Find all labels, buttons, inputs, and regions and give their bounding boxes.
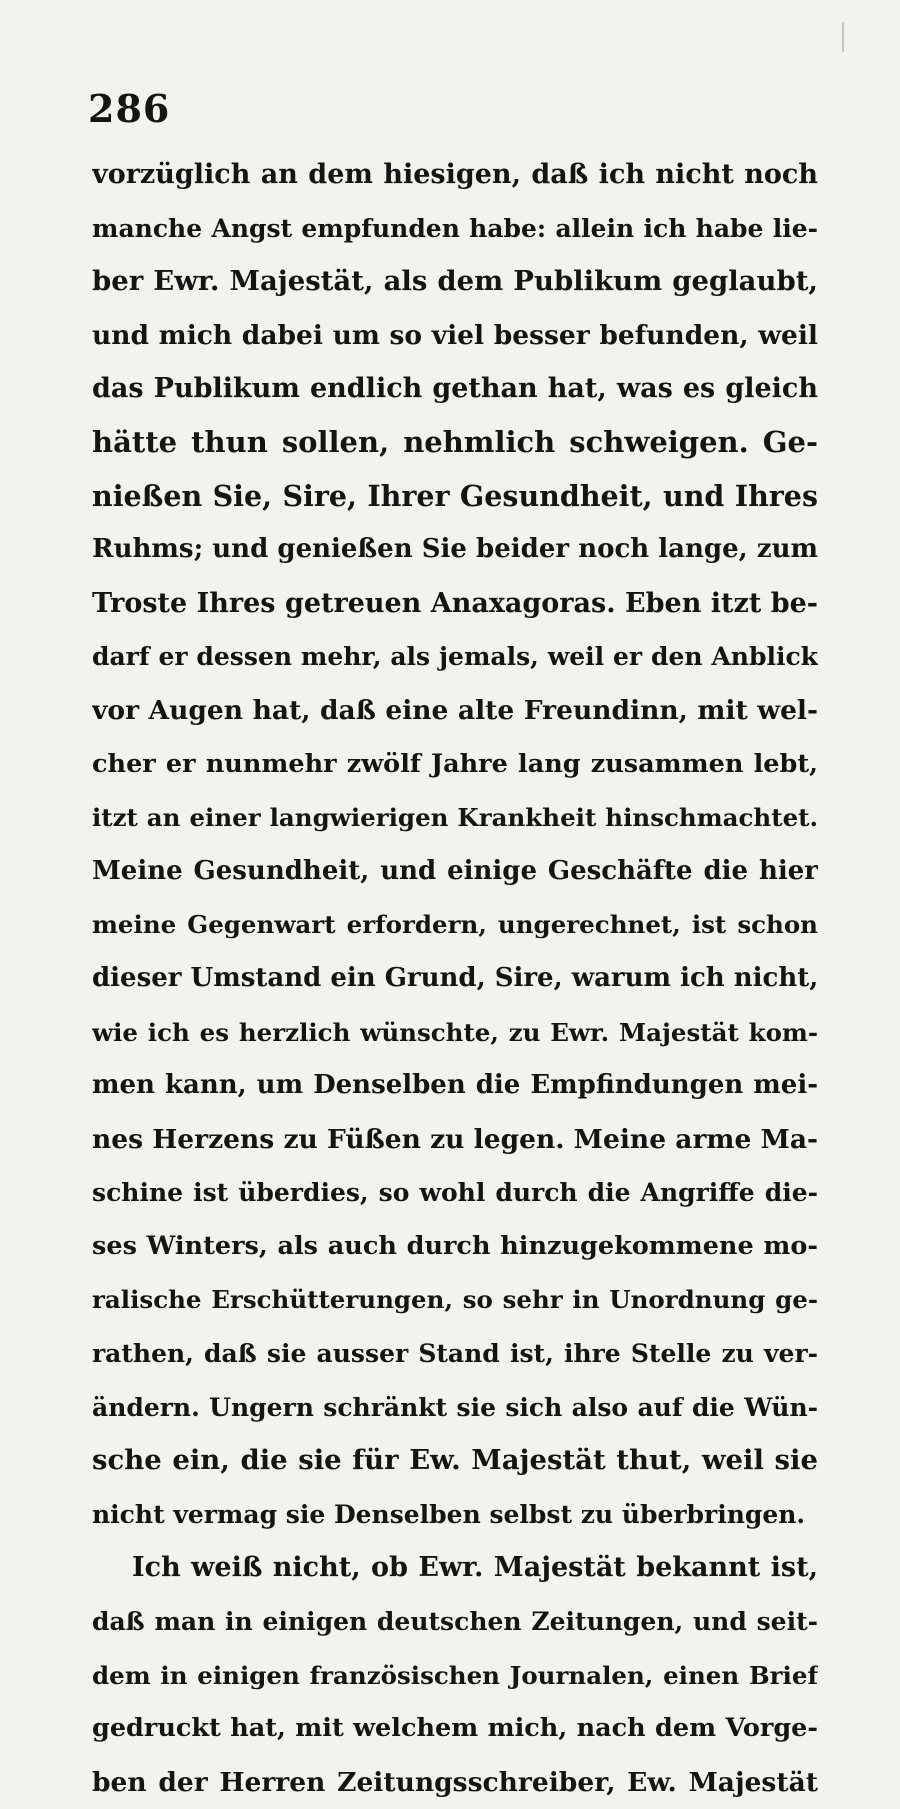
text-line: ben der Herren Zeitungsschreiber, Ew. Majestät xyxy=(92,1766,818,1798)
text-line: wie ich es herzlich wünschte, zu Ewr. Majestät kom- xyxy=(92,1017,818,1047)
text-line: sche ein, die sie für Ew. Majestät thut, weil sie xyxy=(92,1444,818,1477)
text-line: dieser Umstand ein Grund, Sire, warum ich nicht, xyxy=(92,962,818,993)
body-text xyxy=(92,148,818,1809)
text-line: das Publikum endlich gethan hat, was es gleich xyxy=(92,373,818,405)
text-line: vorzüglich an dem hiesigen, daß ich nicht noch xyxy=(92,159,818,190)
text-line: men kann, um Denselben die Empfindungen mei- xyxy=(92,1070,818,1101)
text-line: dem in einigen französischen Journalen, einen Brief xyxy=(92,1660,818,1690)
text-line: nes Herzens zu Füßen zu legen. Meine arme Ma- xyxy=(92,1123,818,1155)
page-number: 286 xyxy=(88,86,171,131)
page-edge-mark xyxy=(842,22,844,52)
text-line: und mich dabei um so viel besser befunden, weil xyxy=(92,319,818,351)
text-line: manche Angst empfunden habe: allein ich habe lie- xyxy=(92,213,818,243)
text-line: Meine Gesundheit, und einige Geschäfte die hier xyxy=(92,855,818,886)
text-line: darf er dessen mehr, als jemals, weil er den Anblick xyxy=(92,642,818,672)
text-line: schine ist überdies, so wohl durch die Angriffe die- xyxy=(92,1178,818,1208)
text-line: nicht vermag sie Denselben selbst zu überbringen. xyxy=(92,1499,806,1529)
text-line: hätte thun sollen, nehmlich schweigen. Ge- xyxy=(92,424,818,459)
text-line: meine Gegenwart erfordern, ungerechnet, ist schon xyxy=(92,910,818,940)
text-line: Troste Ihres getreuen Anaxagoras. Eben itzt be- xyxy=(92,587,818,619)
text-line: ändern. Ungern schränkt sie sich also auf die Wün- xyxy=(92,1392,818,1422)
text-line: ses Winters, als auch durch hinzugekommene mo- xyxy=(92,1230,818,1261)
text-line: ber Ewr. Majestät, als dem Publikum geglaubt, xyxy=(92,265,818,298)
text-line: gedruckt hat, mit welchem mich, nach dem Vorge- xyxy=(92,1713,818,1744)
text-line: ralische Erschütterungen, so sehr in Unordnung ge- xyxy=(92,1285,818,1315)
text-line: cher er nunmehr zwölf Jahre lang zusammen lebt, xyxy=(92,748,818,779)
text-line: Ruhms; und genießen Sie beider noch lange, zum xyxy=(92,534,818,565)
text-line: daß man in einigen deutschen Zeitungen, und seit- xyxy=(92,1607,818,1637)
text-line: itzt an einer langwierigen Krankheit hinschmachtet. xyxy=(92,803,818,833)
text-line: nießen Sie, Sire, Ihrer Gesundheit, und Ihres xyxy=(92,478,818,513)
text-line: rathen, daß sie ausser Stand ist, ihre Stelle zu ver- xyxy=(92,1339,818,1369)
text-line: Ich weiß nicht, ob Ewr. Majestät bekannt ist, xyxy=(132,1552,818,1584)
text-line: vor Augen hat, daß eine alte Freundinn, mit wel- xyxy=(92,694,818,726)
